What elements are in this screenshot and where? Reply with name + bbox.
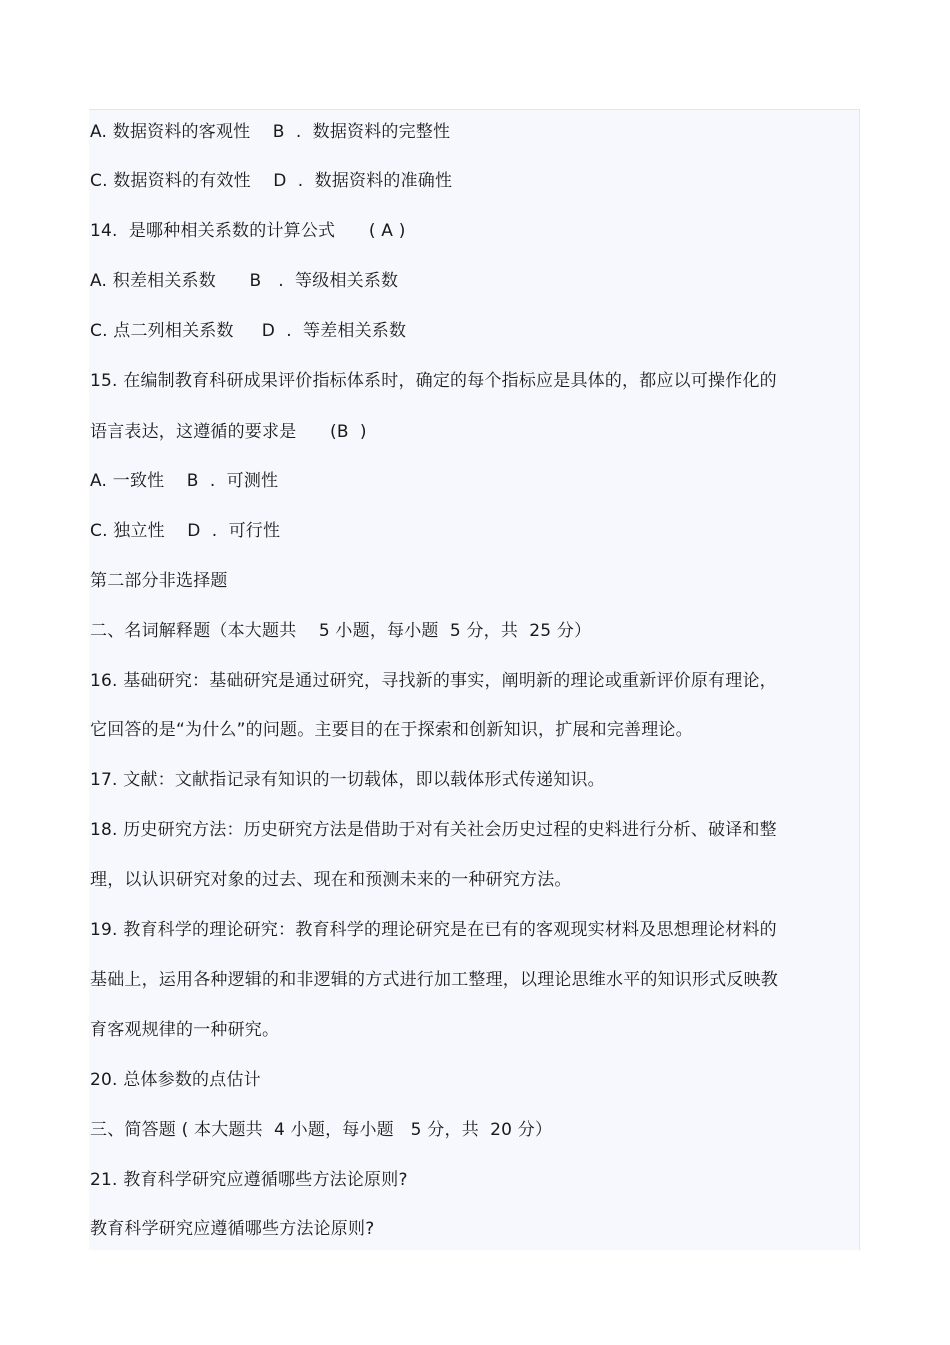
answer-line: 16. 基础研究：基础研究是通过研究，寻找新的事实，阐明新的理论或重新评价原有理论， bbox=[90, 671, 777, 691]
option-line: C. 数据资料的有效性 D . 数据资料的准确性 bbox=[90, 171, 453, 191]
answer-line: 17. 文献：文献指记录有知识的一切载体，即以载体形式传递知识。 bbox=[90, 770, 605, 790]
answer-line: 理，以认识研究对象的过去、现在和预测未来的一种研究方法。 bbox=[90, 870, 572, 890]
option-line: A. 一致性 B . 可测性 bbox=[90, 471, 279, 491]
answer-line: 育客观规律的一种研究。 bbox=[90, 1020, 280, 1040]
question-line: 15. 在编制教育科研成果评价指标体系时，确定的每个指标应是具体的，都应以可操作化的 bbox=[90, 371, 777, 391]
answer-line: 教育科学研究应遵循哪些方法论原则? bbox=[90, 1219, 375, 1239]
section-heading: 二、名词解释题（本大题共 5 小题，每小题 5 分，共 25 分） bbox=[90, 621, 592, 641]
answer-line: 18. 历史研究方法：历史研究方法是借助于对有关社会历史过程的史料进行分析、破译和整 bbox=[90, 820, 777, 840]
answer-line: 19. 教育科学的理论研究：教育科学的理论研究是在已有的客观现实材料及思想理论材料的 bbox=[90, 920, 777, 940]
option-line: C. 独立性 D . 可行性 bbox=[90, 521, 281, 541]
answer-line: 它回答的是“为什么”的问题。主要目的在于探索和创新知识，扩展和完善理论。 bbox=[90, 720, 693, 740]
section-heading: 三、简答题 ( 本大题共 4 小题，每小题 5 分，共 20 分） bbox=[90, 1120, 553, 1140]
answer-line: 基础上，运用各种逻辑的和非逻辑的方式进行加工整理，以理论思维水平的知识形式反映教 bbox=[90, 970, 778, 990]
option-line: C. 点二列相关系数 D . 等差相关系数 bbox=[90, 321, 407, 341]
option-line: A. 数据资料的客观性 B . 数据资料的完整性 bbox=[90, 122, 451, 142]
question-line: 20. 总体参数的点估计 bbox=[90, 1070, 261, 1090]
section-heading: 第二部分非选择题 bbox=[90, 571, 228, 591]
question-line: 21. 教育科学研究应遵循哪些方法论原则? bbox=[90, 1170, 408, 1190]
question-line: 语言表达，这遵循的要求是 (B ) bbox=[90, 422, 367, 442]
question-line: 14. 是哪种相关系数的计算公式 ( A ) bbox=[90, 221, 406, 241]
option-line: A. 积差相关系数 B . 等级相关系数 bbox=[90, 271, 399, 291]
